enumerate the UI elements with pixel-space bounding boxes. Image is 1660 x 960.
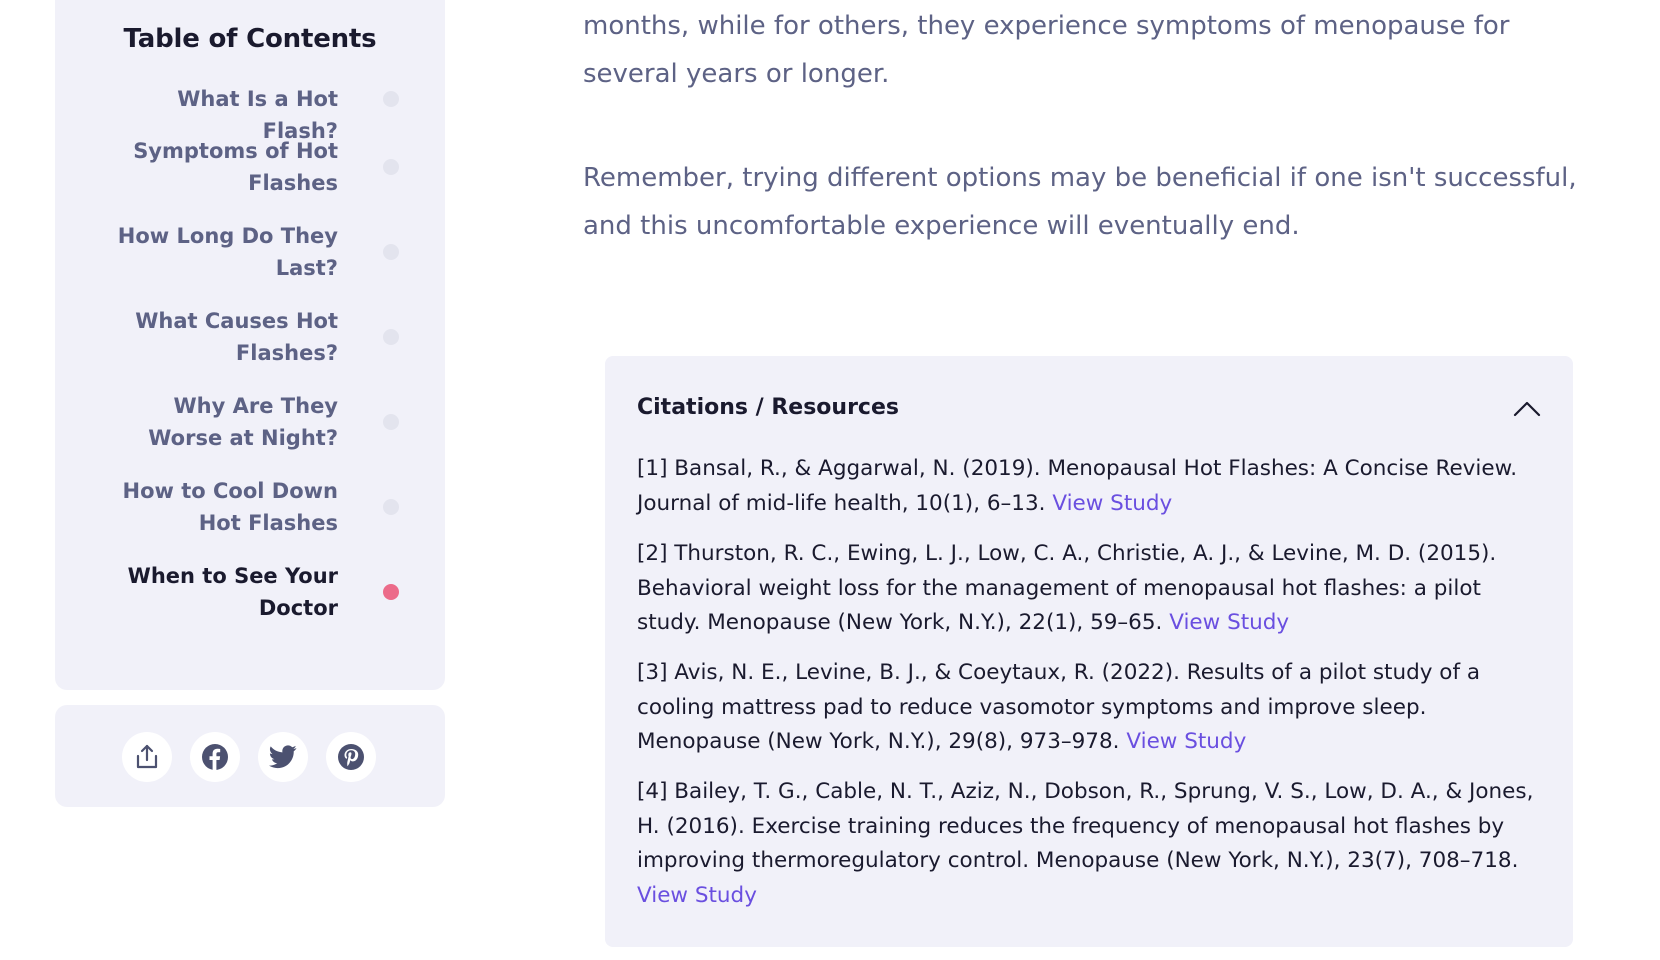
toc-dot [383,499,399,515]
view-study-link[interactable]: View Study [1169,610,1290,635]
article-paragraph: months, while for others, they experience symptoms of menopause for several years or longer. [583,11,1510,89]
chevron-up-icon[interactable] [1513,396,1541,420]
citation-text: [3] Avis, N. E., Levine, B. J., & Coeytaux, R. (2022). Results of a pilot study of a cooling mattress pad to reduce vasomotor symptoms and improve sleep. Menopause (New York, N.Y.), 29(8), 973–978. [637,660,1481,754]
toc-item-label: What Causes Hot Flashes? [135,309,338,365]
citation-item [637,452,1541,521]
toc-title: Table of Contents [123,24,377,54]
citation-text: [4] Bailey, T. G., Cable, N. T., Aziz, N., Dobson, R., Sprung, V. S., Low, D. A., & Jones, H. (2016). Exercise training reduces the frequency of menopausal hot flashes by improving thermoregulatory control. Menopause (New York, N.Y.), 23(7), 708–718. [637,779,1534,873]
table-of-contents [55,0,445,690]
article-paragraph: Remember, trying different options may be beneficial if one isn't successful, and this uncomfortable experience will eventually end. [583,163,1577,241]
toc-item-how-long[interactable] [95,220,420,284]
toc-dot [383,91,399,107]
toc-item-label: When to See Your Doctor [127,564,338,620]
pinterest-icon [337,743,365,771]
citation-item [637,775,1541,913]
toc-dot [383,159,399,175]
toc-item-symptoms[interactable] [95,135,420,199]
citations-title: Citations / Resources [637,395,899,420]
citation-item [637,537,1541,641]
view-study-link[interactable]: View Study [1052,490,1173,516]
toc-item-label: Symptoms of Hot Flashes [133,139,338,195]
citations-panel [605,356,1573,947]
toc-item-label: How Long Do They Last? [117,224,338,280]
view-study-link[interactable]: View Study [637,882,757,908]
facebook-icon [201,743,229,771]
twitter-share-button[interactable] [258,732,308,782]
toc-dot [383,414,399,430]
toc-item-see-your-doctor[interactable] [95,560,420,624]
toc-item-label: Why Are They Worse at Night? [148,394,338,450]
citations-header[interactable] [637,388,1541,428]
view-study-link[interactable]: View Study [1126,729,1247,754]
toc-item-label: How to Cool Down Hot Flashes [122,479,338,535]
share-button[interactable] [122,732,172,782]
citation-text: [1] Bansal, R., & Aggarwal, N. (2019). Menopausal Hot Flashes: A Concise Review. Journal of mid-life health, 10(1), 6–13. [637,456,1518,516]
toc-item-worse-at-night[interactable] [95,390,420,454]
share-panel [55,705,445,807]
toc-item-label: What Is a Hot Flash? [177,87,338,143]
toc-dot [383,329,399,345]
toc-item-causes[interactable] [95,305,420,369]
facebook-share-button[interactable] [190,732,240,782]
toc-item-cool-down[interactable] [95,475,420,539]
citation-item [637,656,1541,760]
toc-dot-active [383,584,399,600]
twitter-icon [269,745,297,769]
citation-text: [2] Thurston, R. C., Ewing, L. J., Low, C. A., Christie, A. J., & Levine, M. D. (2015). Behavioral weight loss for the management of menopausal hot flashes: a pilot study. Menopause (New York, N.Y.), 22(1), 59–65. [637,541,1497,635]
toc-dot [383,244,399,260]
pinterest-share-button[interactable] [326,732,376,782]
share-icon [135,744,159,770]
